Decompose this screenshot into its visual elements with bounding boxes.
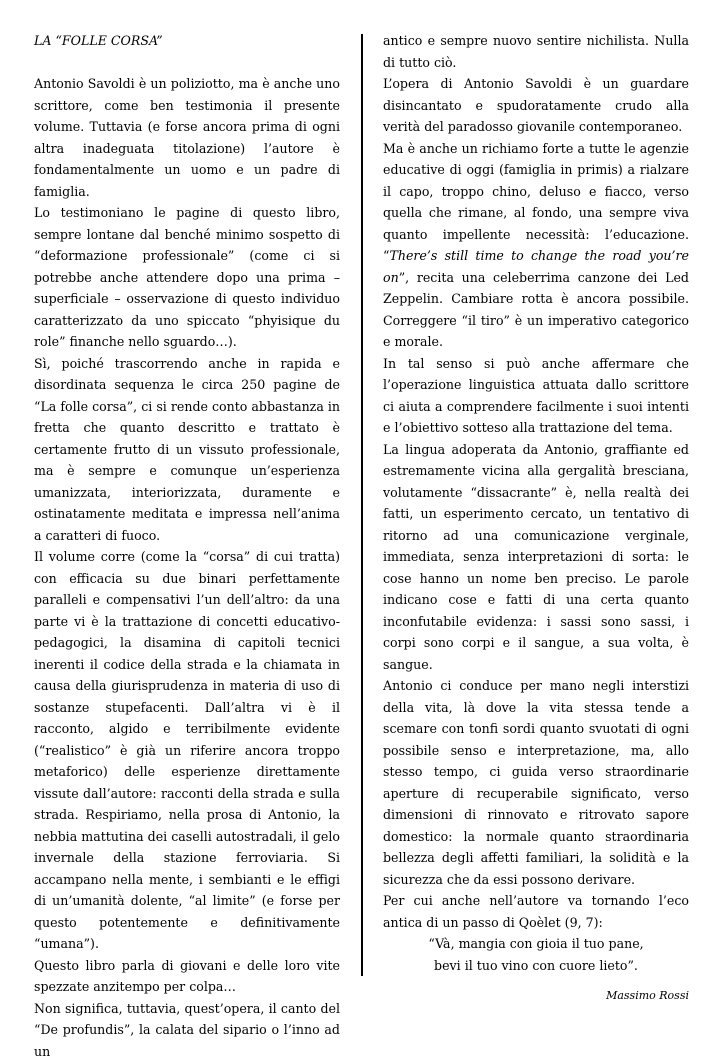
- paragraph: L’opera di Antonio Savoldi è un guardare disincantato e spudoratamente crudo alla verità del paradosso giovanile contemporaneo.: [383, 73, 689, 138]
- bible-quote-line: bevi il tuo vino con cuore lieto”.: [383, 955, 689, 977]
- left-column: [34, 30, 340, 1062]
- column-divider: [361, 34, 363, 976]
- paragraph-text: Ma è anche un richiamo forte a tutte le agenzie educative di oggi (famiglia in primis) a rialzare il capo, troppo chino, deluso e fiacco, verso quella che rimane, al fondo, una sempre viva quanto impellente necessità: l’educazione. “: [383, 141, 689, 264]
- paragraph: [383, 138, 689, 353]
- paragraph-text: ”, recita una celeberrima canzone dei Led Zeppelin. Cambiare rotta è ancora possibile. Correggere “il tiro” è un imperativo categorico e morale.: [383, 270, 689, 350]
- article-title: LA “FOLLE CORSA”: [34, 30, 340, 52]
- paragraph: Il volume corre (come la “corsa” di cui tratta) con efficacia su due binari perfettamente paralleli e compensativi l’un dell’altro: da una parte vi è la trattazione di concetti educativo-pedagogici, la disamina di capitoli tecnici inerenti il codice della strada e la chiamata in causa della giurisprudenza in materia di uso di sostanze stupefacenti. Dall’altra vi è il racconto, algido e terribilmente evidente (“realistico” è già un riferire ancora troppo metaforico) delle esperienze direttamente vissute dall’autore: racconti della strada e sulla strada. Respiriamo, nella prosa di Antonio, la nebbia mattutina dei caselli autostradali, il gelo invernale della stazione ferroviaria. Si accampano nella mente, i sembianti e le effigi di un’umanità dolente, “al limite” (e forse per questo potentemente e definitivamente “umana”).: [34, 546, 340, 955]
- right-column: [383, 30, 689, 1007]
- paragraph: Per cui anche nell’autore va tornando l’eco antica di un passo di Qoèlet (9, 7):: [383, 890, 689, 933]
- paragraph: Lo testimoniano le pagine di questo libro, sempre lontane dal benché minimo sospetto di “deformazione professionale” (come ci si potrebbe anche attendere dopo una prima – superficiale – osservazione di questo individuo caratterizzato da uno spiccato “phyisique du role” finanche nello sguardo…).: [34, 202, 340, 353]
- paragraph: In tal senso si può anche affermare che l’operazione linguistica attuata dallo scrittore ci aiuta a comprendere facilmente i suoi intenti e l’obiettivo sotteso alla trattazione del tema.: [383, 353, 689, 439]
- paragraph: Antonio ci conduce per mano negli interstizi della vita, là dove la vita stessa tende a scemare con tonfi sordi quanto svuotati di ogni possibile senso e interpretazione, ma, allo stesso tempo, ci guida verso straordinarie aperture di recuperabile significato, verso dimensioni di rinnovato e ritrovato sapore domestico: la normale quanto straordinaria bellezza degli affetti familiari, la solidità e la sicurezza che da essi possono derivare.: [383, 675, 689, 890]
- paragraph: Sì, poiché trascorrendo anche in rapida e disordinata sequenza le circa 250 pagine de “La folle corsa”, ci si rende conto abbastanza in fretta che quanto descritto e trattato è certamente frutto di un vissuto professionale, ma è sempre e comunque un’esperienza umanizzata, interiorizzata, duramente e ostinatamente meditata e impressa nell’anima a caratteri di fuoco.: [34, 353, 340, 547]
- paragraph: Non significa, tuttavia, quest’opera, il canto del “De profundis”, la calata del sipario o l’inno ad un: [34, 998, 340, 1062]
- paragraph: Questo libro parla di giovani e delle loro vite spezzate anzitempo per colpa…: [34, 955, 340, 998]
- paragraph: Antonio Savoldi è un poliziotto, ma è anche uno scrittore, come ben testimonia il presente volume. Tuttavia (e forse ancora prima di ogni altra inadeguata titolazione) l’autore è fondamentalmente un uomo e un padre di famiglia.: [34, 73, 340, 202]
- paragraph: La lingua adoperata da Antonio, graffiante ed estremamente vicina alla gergalità bresciana, volutamente “dissacrante” è, nella realtà dei fatti, un esperimento cercato, un tentativo di ritorno ad una comunicazione verginale, immediata, senza interpretazioni di sorta: le cose hanno un nome ben preciso. Le parole indicano cose e fatti di una certa quanto inconfutabile evidenza: i sassi sono sassi, i corpi sono corpi e il sangue, a sua volta, è sangue.: [383, 439, 689, 676]
- paragraph: antico e sempre nuovo sentire nichilista. Nulla di tutto ciò.: [383, 30, 689, 73]
- spacer: [34, 52, 340, 74]
- author-signature: Massimo Rossi: [383, 985, 689, 1007]
- song-quote: There’s still time to change the road you’re on: [383, 248, 689, 285]
- bible-quote-line: “Và, mangia con gioia il tuo pane,: [383, 933, 689, 955]
